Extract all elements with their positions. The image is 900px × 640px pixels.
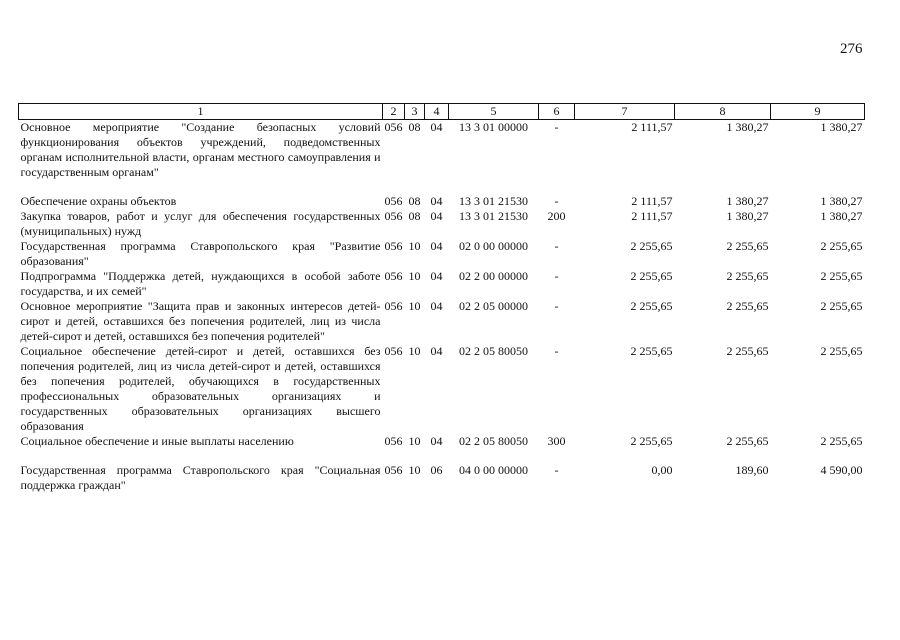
section-code: 10 [408,344,421,358]
expense-kind-code: 200 [547,209,566,223]
row-description: Подпрограмма "Поддержка детей, нуждающихся в особой заботе государства, и их семей" [20,269,381,298]
column-number-header [19,104,865,120]
amount-col-8: 2 255,65 [726,299,769,313]
expense-kind-code: - [554,463,559,477]
target-article-code: 13 3 01 21530 [459,194,528,208]
row-description: Государственная программа Ставропольского края "Развитие образования" [20,239,381,268]
column-header-1: 1 [19,104,383,120]
amount-col-9: 2 255,65 [820,344,863,358]
row-description: Основное мероприятие "Защита прав и законных интересов детей-сирот и детей, оставшихся без попечения родителей, лиц из числа детей-сирот и детей, оставшихся без попечения родителей" [20,299,381,343]
subsection-code: 04 [430,120,443,134]
subsection-code: 06 [430,463,443,477]
table-row [19,463,865,493]
page-number: 276 [840,41,863,57]
column-header-6: 6 [539,104,575,120]
subsection-code: 04 [430,434,443,448]
ministry-code: 056 [384,269,403,283]
section-code: 08 [408,194,421,208]
subsection-code: 04 [430,269,443,283]
row-description: Государственная программа Ставропольского края "Социальная поддержка граждан" [20,463,381,492]
amount-col-8: 2 255,65 [726,434,769,448]
subsection-code: 04 [430,209,443,223]
table-row [19,434,865,463]
amount-col-8: 189,60 [735,463,769,477]
ministry-code: 056 [384,463,403,477]
row-description: Обеспечение охраны объектов [20,194,177,208]
table-row [19,299,865,344]
ministry-code: 056 [384,120,403,134]
table-row [19,194,865,209]
amount-col-9: 2 255,65 [820,299,863,313]
amount-col-9: 2 255,65 [820,434,863,448]
amount-col-9: 1 380,27 [820,120,863,134]
amount-col-8: 1 380,27 [726,120,769,134]
amount-col-7: 2 111,57 [631,120,673,134]
section-code: 10 [408,269,421,283]
amount-col-8: 2 255,65 [726,269,769,283]
target-article-code: 02 2 05 80050 [459,434,528,448]
target-article-code: 02 2 05 80050 [459,344,528,358]
ministry-code: 056 [384,209,403,223]
expense-kind-code: 300 [547,434,566,448]
amount-col-9: 1 380,27 [820,209,863,223]
section-code: 08 [408,209,421,223]
table-row [19,344,865,434]
target-article-code: 02 2 00 00000 [459,269,528,283]
column-header-8: 8 [675,104,771,120]
amount-col-8: 2 255,65 [726,239,769,253]
target-article-code: 04 0 00 00000 [459,463,528,477]
ministry-code: 056 [384,344,403,358]
expense-kind-code: - [554,269,559,283]
amount-col-7: 2 111,57 [631,209,673,223]
ministry-code: 056 [384,194,403,208]
amount-col-7: 0,00 [651,463,673,477]
expense-kind-code: - [554,344,559,358]
amount-col-7: 2 255,65 [630,299,673,313]
row-description: Социальное обеспечение и иные выплаты населению [20,434,294,448]
section-code: 10 [408,463,421,477]
column-header-2: 2 [383,104,405,120]
amount-col-7: 2 255,65 [630,344,673,358]
target-article-code: 13 3 01 00000 [459,120,528,134]
table-row [19,209,865,239]
amount-col-7: 2 255,65 [630,434,673,448]
target-article-code: 02 2 05 00000 [459,299,528,313]
amount-col-8: 1 380,27 [726,194,769,208]
amount-col-9: 2 255,65 [820,239,863,253]
subsection-code: 04 [430,299,443,313]
amount-col-7: 2 111,57 [631,194,673,208]
section-code: 08 [408,120,421,134]
target-article-code: 13 3 01 21530 [459,209,528,223]
subsection-code: 04 [430,194,443,208]
amount-col-8: 1 380,27 [726,209,769,223]
expense-kind-code: - [554,194,559,208]
expense-kind-code: - [554,299,559,313]
amount-col-9: 2 255,65 [820,269,863,283]
expense-kind-code: - [554,120,559,134]
column-header-9: 9 [771,104,865,120]
table-row [19,269,865,299]
amount-col-9: 4 590,00 [820,463,863,477]
subsection-code: 04 [430,344,443,358]
table-row [19,120,865,195]
row-description: Социальное обеспечение детей-сирот и детей, оставшихся без попечения родителей, лиц из числа детей-сирот и детей, оставшихся без попечения родителей, обучающихся в государственных профессиональных образовательных организациях и государственных образовательных организациях высшего образования [20,344,381,433]
section-code: 10 [408,239,421,253]
column-header-4: 4 [425,104,449,120]
expense-kind-code: - [554,239,559,253]
row-description: Закупка товаров, работ и услуг для обеспечения государственных (муниципальных) нужд [20,209,381,238]
amount-col-7: 2 255,65 [630,269,673,283]
section-code: 10 [408,434,421,448]
column-header-7: 7 [575,104,675,120]
amount-col-9: 1 380,27 [820,194,863,208]
ministry-code: 056 [384,299,403,313]
column-header-3: 3 [405,104,425,120]
subsection-code: 04 [430,239,443,253]
amount-col-8: 2 255,65 [726,344,769,358]
table-row [19,239,865,269]
target-article-code: 02 0 00 00000 [459,239,528,253]
amount-col-7: 2 255,65 [630,239,673,253]
ministry-code: 056 [384,239,403,253]
ministry-code: 056 [384,434,403,448]
column-header-5: 5 [449,104,539,120]
row-description: Основное мероприятие "Создание безопасных условий функционирования объектов учреждений, подведомственных органам исполнительной власти, органам местного самоуправления и государственным органам" [20,120,381,179]
section-code: 10 [408,299,421,313]
budget-table [18,103,865,493]
